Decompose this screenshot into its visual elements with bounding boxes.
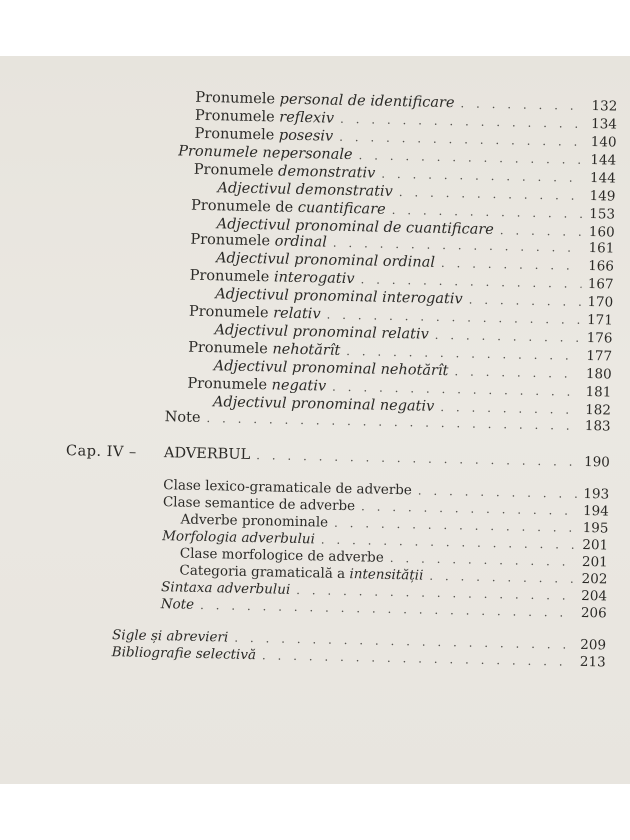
toc-entry-title (187, 376, 326, 395)
toc-entry-italic-text: Sigle și abrevieri (111, 627, 229, 646)
toc-entry-italic-text: Adjectivul pronominal interogativ (215, 286, 463, 308)
toc-entry-text: Pronumele (189, 267, 275, 286)
toc-entry-title (180, 512, 328, 531)
toc-entry-text: Clase morfologice de adverbe (179, 545, 384, 566)
page-number: 167 (587, 276, 614, 293)
page-number: 180 (585, 365, 612, 383)
page-number: 144 (590, 152, 617, 169)
page-number: 183 (584, 417, 611, 435)
page-number: 177 (586, 347, 613, 365)
dot-leader (441, 255, 582, 274)
dot-leader (381, 166, 584, 186)
toc-entry-title (214, 322, 429, 342)
toc-entry-text: Pronumele (187, 339, 273, 358)
toc-entry-title (112, 627, 228, 645)
page-number: 194 (582, 502, 609, 520)
toc-entry-italic-text: Sintaxa adverbului (160, 579, 291, 598)
dot-leader (500, 222, 583, 240)
toc-entry-title (190, 232, 327, 251)
toc-entry-text: ADVERBUL (163, 445, 251, 463)
toc-entry-text: Pronumele (193, 161, 279, 180)
page-number: 193 (583, 485, 610, 503)
toc-entry (164, 445, 610, 470)
toc-entry-text: Pronumele (195, 89, 280, 108)
toc-entry-text: Adverbe pronominale (180, 511, 329, 531)
page-number: 201 (581, 553, 608, 571)
toc-entry-title (162, 528, 315, 547)
page-number: 201 (582, 536, 609, 554)
page-number: 182 (584, 401, 612, 419)
page-number: 144 (589, 170, 616, 187)
dot-leader (429, 568, 576, 587)
toc-entry-italic-text: Note (160, 596, 195, 613)
toc-entry-italic-text: Adjectivul pronominal relativ (214, 322, 429, 343)
page-number: 160 (588, 224, 615, 241)
toc-entry-text: Pronumele (194, 125, 280, 144)
toc-entry-italic-text: personal de identificare (279, 91, 455, 112)
toc-entry-italic-text: posesiv (278, 127, 334, 145)
toc-entry-italic-text: Adjectivul pronominal nehotărît (213, 358, 449, 380)
book-page (0, 56, 630, 784)
toc-entry-italic-text: Adjectivul pronominal negativ (212, 394, 435, 415)
chapter-label: Cap. IV – (65, 443, 137, 461)
page-number: 153 (589, 206, 616, 223)
toc-entry-title (165, 409, 201, 426)
toc-entry-title (194, 126, 333, 145)
toc-entry-text: Pronumele (188, 303, 274, 322)
dot-leader (399, 184, 584, 204)
toc-entry-title (188, 340, 340, 359)
toc-entry-text: Categoria gramaticală a (179, 562, 350, 583)
page-number: 134 (590, 116, 618, 133)
toc-entry-italic-text: relativ (272, 305, 321, 323)
toc-entry-italic-text: reflexiv (279, 109, 335, 127)
toc-entry-text: Pronumele de (190, 197, 299, 216)
toc-entry-title (217, 180, 393, 200)
page-number: 166 (587, 258, 615, 275)
toc-entry-title (189, 304, 321, 323)
dot-leader (358, 147, 584, 168)
page-number: 149 (589, 188, 616, 205)
toc-entry-italic-text: Pronumele nepersonale (178, 143, 353, 164)
toc-entry-italic-text: Bibliografie selectivă (111, 644, 257, 664)
toc-entry-italic-text: Adjectivul pronominal de cuantificare (216, 216, 495, 239)
dot-leader (469, 292, 582, 310)
page-number: 140 (590, 134, 617, 151)
toc-entry-italic-text: demonstrativ (277, 163, 376, 182)
page-number: 190 (583, 453, 611, 471)
page-number: 195 (582, 519, 609, 537)
page-number: 213 (579, 653, 606, 671)
toc-entry-italic-text: intensității (349, 566, 424, 584)
dot-leader (460, 95, 585, 114)
page-number: 206 (580, 604, 607, 622)
toc-entry-text: Pronumele (190, 231, 275, 250)
page-number: 161 (588, 240, 615, 257)
toc-entry-text: Clase semantice de adverbe (162, 494, 356, 515)
toc-entry-italic-text: nehotărît (272, 341, 341, 359)
toc-entry-title (194, 162, 376, 182)
toc-entry-title (161, 579, 290, 598)
dot-leader (418, 482, 578, 501)
dot-leader (392, 202, 584, 222)
page-number: 181 (585, 383, 612, 401)
toc-entry-italic-text: Morfologia adverbului (162, 528, 316, 548)
page-number: 204 (581, 587, 608, 605)
toc-entry-text: Note (164, 409, 201, 426)
toc-entry-title (216, 250, 435, 271)
toc-entry-italic-text: interogativ (273, 269, 355, 288)
toc-entry-italic-text: negativ (271, 377, 327, 395)
page-number: 132 (591, 98, 618, 115)
dot-leader (256, 447, 578, 470)
toc-entry-italic-text: Adjectivul demonstrativ (217, 180, 393, 200)
page-number: 171 (586, 312, 613, 329)
dot-leader (454, 363, 580, 382)
table-of-contents (0, 56, 630, 784)
page-number: 209 (580, 636, 607, 654)
dot-leader (360, 271, 582, 292)
page-number: 170 (587, 294, 614, 311)
toc-entry-text: Pronumele (187, 375, 272, 394)
toc-entry-title (164, 445, 251, 463)
toc-entry-title (191, 198, 386, 218)
page-number: 202 (581, 570, 608, 588)
toc-entry-title (178, 143, 353, 163)
page-number: 176 (586, 330, 613, 347)
toc-entry-text: Clase lexico-gramaticale de adverbe (163, 477, 413, 499)
toc-entry-title (189, 268, 354, 287)
toc-entry-title (195, 108, 334, 127)
toc-entry-italic-text: cuantificare (297, 199, 386, 218)
dot-leader (435, 327, 581, 346)
toc-entry-title (112, 644, 257, 663)
toc-entry-italic-text: Adjectivul pronominal ordinal (215, 250, 436, 271)
toc-entry-text: Pronumele (194, 107, 280, 126)
toc-entry-italic-text: ordinal (274, 233, 328, 251)
toc-entry-title (161, 596, 195, 613)
